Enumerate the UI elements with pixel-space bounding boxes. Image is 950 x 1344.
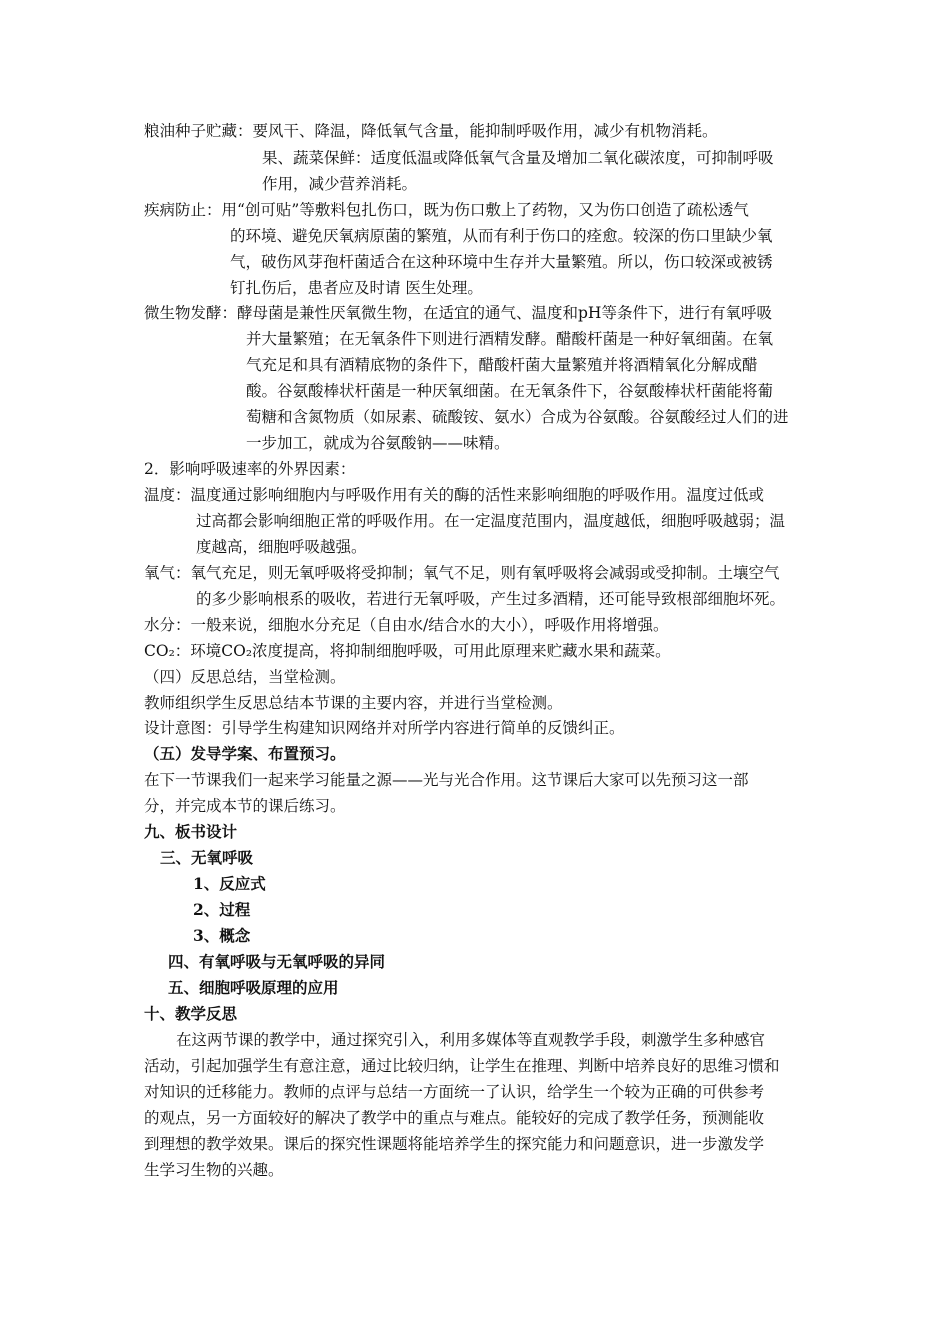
- text-line: 果、蔬菜保鲜：适度低温或降低氧气含量及增加二氧化碳浓度，可抑制呼吸: [262, 149, 774, 167]
- text-line: 钉扎伤后，患者应及时请 医生处理。: [230, 279, 483, 297]
- outline-item: 2、过程: [193, 900, 251, 919]
- text-line: 气，破伤风芽孢杆菌适合在这种环境中生存并大量繁殖。所以，伤口较深或被锈: [230, 253, 773, 271]
- text-line: 活动，引起加强学生有意注意，通过比较归纳，让学生在推理、判断中培养良好的思维习惯和: [144, 1057, 780, 1075]
- text-line: 的环境、避免厌氧病原菌的繁殖，从而有利于伤口的痊愈。较深的伤口里缺少氧: [230, 227, 773, 245]
- text-line: 粮油种子贮藏：要风干、降温，降低氧气含量，能抑制呼吸作用，减少有机物消耗。: [144, 122, 718, 140]
- text-line: 微生物发酵：酵母菌是兼性厌氧微生物，在适宜的通气、温度和pH等条件下，进行有氧呼吸: [144, 304, 772, 322]
- text-line: 到理想的教学效果。课后的探究性课题将能培养学生的探究能力和问题意识，进一步激发学: [144, 1135, 765, 1153]
- text-line: 过高都会影响细胞正常的呼吸作用。在一定温度范围内，温度越低，细胞呼吸越弱；温: [196, 512, 786, 530]
- section-heading: 九、板书设计: [144, 822, 238, 841]
- text-line: 设计意图：引导学生构建知识网络并对所学内容进行简单的反馈纠正。: [144, 719, 625, 737]
- outline-item: 3、概念: [193, 926, 251, 945]
- text-line: 作用，减少营养消耗。: [262, 175, 418, 193]
- text-line: 氧气：氧气充足，则无氧呼吸将受抑制；氧气不足，则有氧呼吸将会减弱或受抑制。土壤空气: [144, 564, 780, 582]
- section-heading: 十、教学反思: [144, 1004, 238, 1023]
- text-line: 萄糖和含氮物质（如尿素、硫酸铵、氨水）合成为谷氨酸。谷氨酸经过人们的进: [246, 408, 789, 426]
- text-line: 在这两节课的教学中，通过探究引入，利用多媒体等直观教学手段，刺激学生多种感官: [176, 1031, 766, 1049]
- text-line: 并大量繁殖；在无氧条件下则进行酒精发酵。醋酸杆菌是一种好氧细菌。在氧: [246, 330, 774, 348]
- section-heading: （四）反思总结，当堂检测。: [144, 668, 346, 686]
- text-line: CO₂：环境CO₂浓度提高，将抑制细胞呼吸，可用此原理来贮藏水果和蔬菜。: [144, 642, 671, 660]
- outline-item: 四、有氧呼吸与无氧呼吸的异同: [168, 952, 386, 971]
- text-line: 的观点，另一方面较好的解决了教学中的重点与难点。能较好的完成了教学任务，预测能收: [144, 1109, 765, 1127]
- text-line: 在下一节课我们一起来学习能量之源——光与光合作用。这节课后大家可以先预习这一部: [144, 771, 749, 789]
- text-line: 疾病防止：用“创可贴”等敷料包扎伤口，既为伤口敷上了药物，又为伤口创造了疏松透气: [144, 201, 749, 219]
- outline-item: 五、细胞呼吸原理的应用: [168, 978, 339, 997]
- text-line: 酸。谷氨酸棒状杆菌是一种厌氧细菌。在无氧条件下，谷氨酸棒状杆菌能将葡: [246, 382, 774, 400]
- text-line: 分，并完成本节的课后练习。: [144, 797, 346, 815]
- text-line: 一步加工，就成为谷氨酸钠——味精。: [246, 434, 510, 452]
- text-line: 温度：温度通过影响细胞内与呼吸作用有关的酶的活性来影响细胞的呼吸作用。温度过低或: [144, 486, 765, 504]
- text-line: 的多少影响根系的吸收，若进行无氧呼吸，产生过多酒精，还可能导致根部细胞坏死。: [196, 590, 786, 608]
- text-line: 对知识的迁移能力。教师的点评与总结一方面统一了认识，给学生一个较为正确的可供参考: [144, 1083, 765, 1101]
- text-line: 水分：一般来说，细胞水分充足（自由水/结合水的大小），呼吸作用将增强。: [144, 616, 669, 634]
- text-line: 气充足和具有酒精底物的条件下，醋酸杆菌大量繁殖并将酒精氧化分解成醋: [246, 356, 758, 374]
- outline-item: 1、反应式: [193, 874, 266, 893]
- text-line: 教师组织学生反思总结本节课的主要内容，并进行当堂检测。: [144, 694, 563, 712]
- text-line: 生学习生物的兴趣。: [144, 1161, 284, 1179]
- section-heading: （五）发导学案、布置预习。: [144, 744, 346, 763]
- text-line: 度越高，细胞呼吸越强。: [196, 538, 367, 556]
- outline-item: 三、无氧呼吸: [160, 848, 254, 867]
- section-heading: 2．影响呼吸速率的外界因素：: [144, 460, 356, 478]
